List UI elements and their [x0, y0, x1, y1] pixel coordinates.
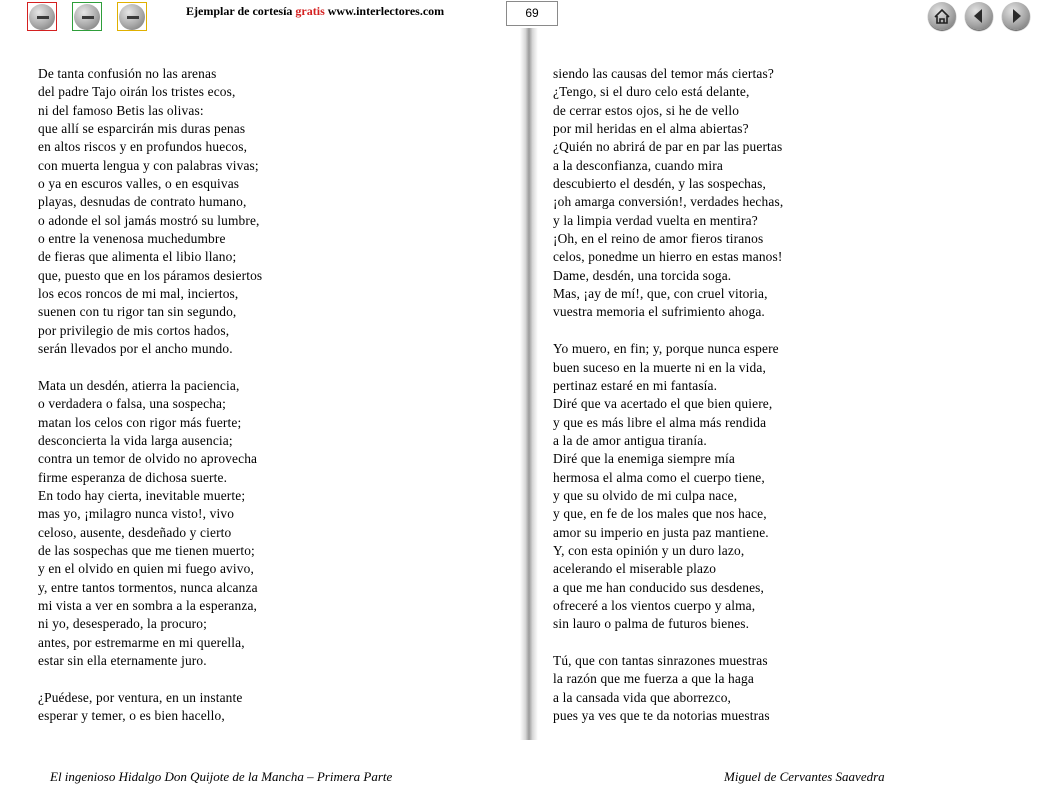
minimize-icon — [74, 4, 100, 30]
verse-line: pues ya ves que te da notorias muestras — [553, 708, 770, 724]
yellow-window-button[interactable] — [117, 2, 147, 31]
verse-line: serán llevados por el ancho mundo. — [38, 341, 233, 357]
verse-line: descubierto el desdén, y las sospechas, — [553, 176, 766, 192]
verse-line: del padre Tajo oirán los tristes ecos, — [38, 84, 236, 100]
verse-line: esperar y temer, o es bien hacello, — [38, 708, 225, 724]
verse-line: ¿Tengo, si el duro celo está delante, — [553, 84, 750, 100]
verse-line: acelerando el miserable plazo — [553, 561, 717, 577]
verse-line: ¡oh amarga conversión!, verdades hechas, — [553, 194, 784, 210]
verse-line: Y, con esta opinión y un duro lazo, — [553, 542, 745, 558]
verse-line: ¿Puédese, por ventura, en un instante — [38, 689, 243, 705]
verse-line: mas yo, ¡milagro nunca visto!, vivo — [38, 506, 235, 522]
verse-line: a la de amor antigua tiranía. — [553, 432, 707, 448]
previous-page-icon[interactable] — [965, 2, 993, 30]
left-page-text — [38, 65, 262, 725]
verse-line: pertinaz estaré en mi fantasía. — [553, 377, 718, 393]
footer-author: Miguel de Cervantes Saavedra — [724, 769, 885, 784]
verse-line: Diré que va acertado el que bien quiere, — [553, 396, 773, 412]
verse-line: ofreceré a los vientos cuerpo y alma, — [553, 597, 756, 613]
verse-line: firme esperanza de dichosa suerte. — [38, 469, 228, 485]
verse-line: suenen con tu rigor tan sin segundo, — [38, 304, 237, 320]
verse-line: desconcierta la vida larga ausencia; — [38, 432, 233, 448]
header-banner — [186, 4, 444, 19]
verse-line: ¿Quién no abrirá de par en par las puertas — [553, 139, 783, 155]
stanza-break — [553, 634, 783, 652]
verse-line: y, entre tantos tormentos, nunca alcanza — [38, 579, 258, 595]
verse-line: De tanta confusión no las arenas — [38, 66, 217, 81]
verse-line: playas, desnudas de contrato humano, — [38, 194, 247, 210]
verse-line: que allí se esparcirán mis duras penas — [38, 121, 246, 137]
verse-line: Dame, desdén, una torcida soga. — [553, 267, 732, 283]
verse-line: mi vista a ver en sombra a la esperanza, — [38, 597, 258, 613]
verse-line: Tú, que con tantas sinrazones muestras — [553, 653, 768, 668]
right-page-text — [553, 65, 783, 725]
verse-line: y la limpia verdad vuelta en mentira? — [553, 212, 758, 228]
verse-line: celos, ponedme un hierro en estas manos! — [553, 249, 783, 265]
verse-line: amor su imperio en justa paz mantiene. — [553, 524, 769, 540]
verse-line: buen suceso en la muerte ni en la vida, — [553, 359, 766, 375]
header-site-link[interactable]: www.interlectores.com — [327, 4, 445, 18]
verse-line: vuestra memoria el sufrimiento ahoga. — [553, 304, 765, 320]
verse-line: En todo hay cierta, inevitable muerte; — [38, 487, 246, 503]
stanza-break — [38, 359, 262, 377]
verse-line: a la desconfianza, cuando mira — [553, 157, 723, 173]
home-icon[interactable] — [928, 2, 956, 30]
header-highlight: gratis — [295, 4, 325, 18]
verse-line: Diré que la enemiga siempre mía — [553, 451, 736, 467]
page-number: 69 — [506, 1, 558, 26]
minimize-icon — [29, 4, 55, 30]
stanza-break — [38, 670, 262, 688]
verse-line: celoso, ausente, desdeñado y cierto — [38, 524, 232, 540]
verse-line: que, puesto que en los páramos desiertos — [38, 267, 263, 283]
verse-line: con muerta lengua y con palabras vivas; — [38, 157, 259, 173]
verse-line: los ecos roncos de mi mal, inciertos, — [38, 286, 239, 302]
verse-line: y en el olvido en quien mi fuego avivo, — [38, 561, 254, 577]
verse-line: y que su olvido de mi culpa nace, — [553, 487, 738, 503]
verse-line: o ya en escuros valles, o en esquivas — [38, 176, 240, 192]
verse-line: la razón que me fuerza a que la haga — [553, 671, 754, 687]
verse-line: estar sin ella eternamente juro. — [38, 653, 207, 668]
verse-line: ¡Oh, en el reino de amor fieros tiranos — [553, 231, 764, 247]
red-window-button[interactable] — [27, 2, 57, 31]
verse-line: o entre la venenosa muchedumbre — [38, 231, 226, 247]
verse-line: siendo las causas del temor más ciertas? — [553, 66, 774, 81]
verse-line: por mil heridas en el alma abiertas? — [553, 121, 749, 137]
green-window-button[interactable] — [72, 2, 102, 31]
verse-line: en altos riscos y en profundos huecos, — [38, 139, 248, 155]
verse-line: o adonde el sol jamás mostró su lumbre, — [38, 212, 260, 228]
minimize-icon — [119, 4, 145, 30]
verse-line: ni del famoso Betis las olivas: — [38, 102, 204, 118]
next-page-icon[interactable] — [1002, 2, 1030, 30]
verse-line: Mata un desdén, atierra la paciencia, — [38, 377, 240, 393]
verse-line: antes, por estremarme en mi querella, — [38, 634, 245, 650]
verse-line: Yo muero, en fin; y, porque nunca espere — [553, 341, 779, 357]
verse-line: a que me han conducido sus desdenes, — [553, 579, 765, 595]
verse-line: y que es más libre el alma más rendida — [553, 414, 767, 430]
verse-line: o verdadera o falsa, una sospecha; — [38, 396, 227, 412]
verse-line: a la cansada vida que aborrezco, — [553, 689, 732, 705]
verse-line: por privilegio de mis cortos hados, — [38, 322, 230, 338]
verse-line: de fieras que alimenta el libio llano; — [38, 249, 237, 265]
verse-line: de las sospechas que me tienen muerto; — [38, 542, 255, 558]
verse-line: ni yo, desesperado, la procuro; — [38, 616, 208, 632]
stanza-break — [553, 322, 783, 340]
verse-line: y que, en fe de los males que nos hace, — [553, 506, 767, 522]
footer-book-title: El ingenioso Hidalgo Don Quijote de la Mancha – Primera Parte — [50, 769, 393, 784]
verse-line: de cerrar estos ojos, si he de vello — [553, 102, 740, 118]
verse-line: hermosa el alma como el cuerpo tiene, — [553, 469, 765, 485]
book-gutter — [520, 28, 538, 740]
verse-line: matan los celos con rigor más fuerte; — [38, 414, 242, 430]
verse-line: sin lauro o palma de futuros bienes. — [553, 616, 750, 632]
header-prefix: Ejemplar de cortesía — [186, 4, 293, 18]
verse-line: Mas, ¡ay de mí!, que, con cruel vitoria, — [553, 286, 768, 302]
verse-line: contra un temor de olvido no aprovecha — [38, 451, 258, 467]
